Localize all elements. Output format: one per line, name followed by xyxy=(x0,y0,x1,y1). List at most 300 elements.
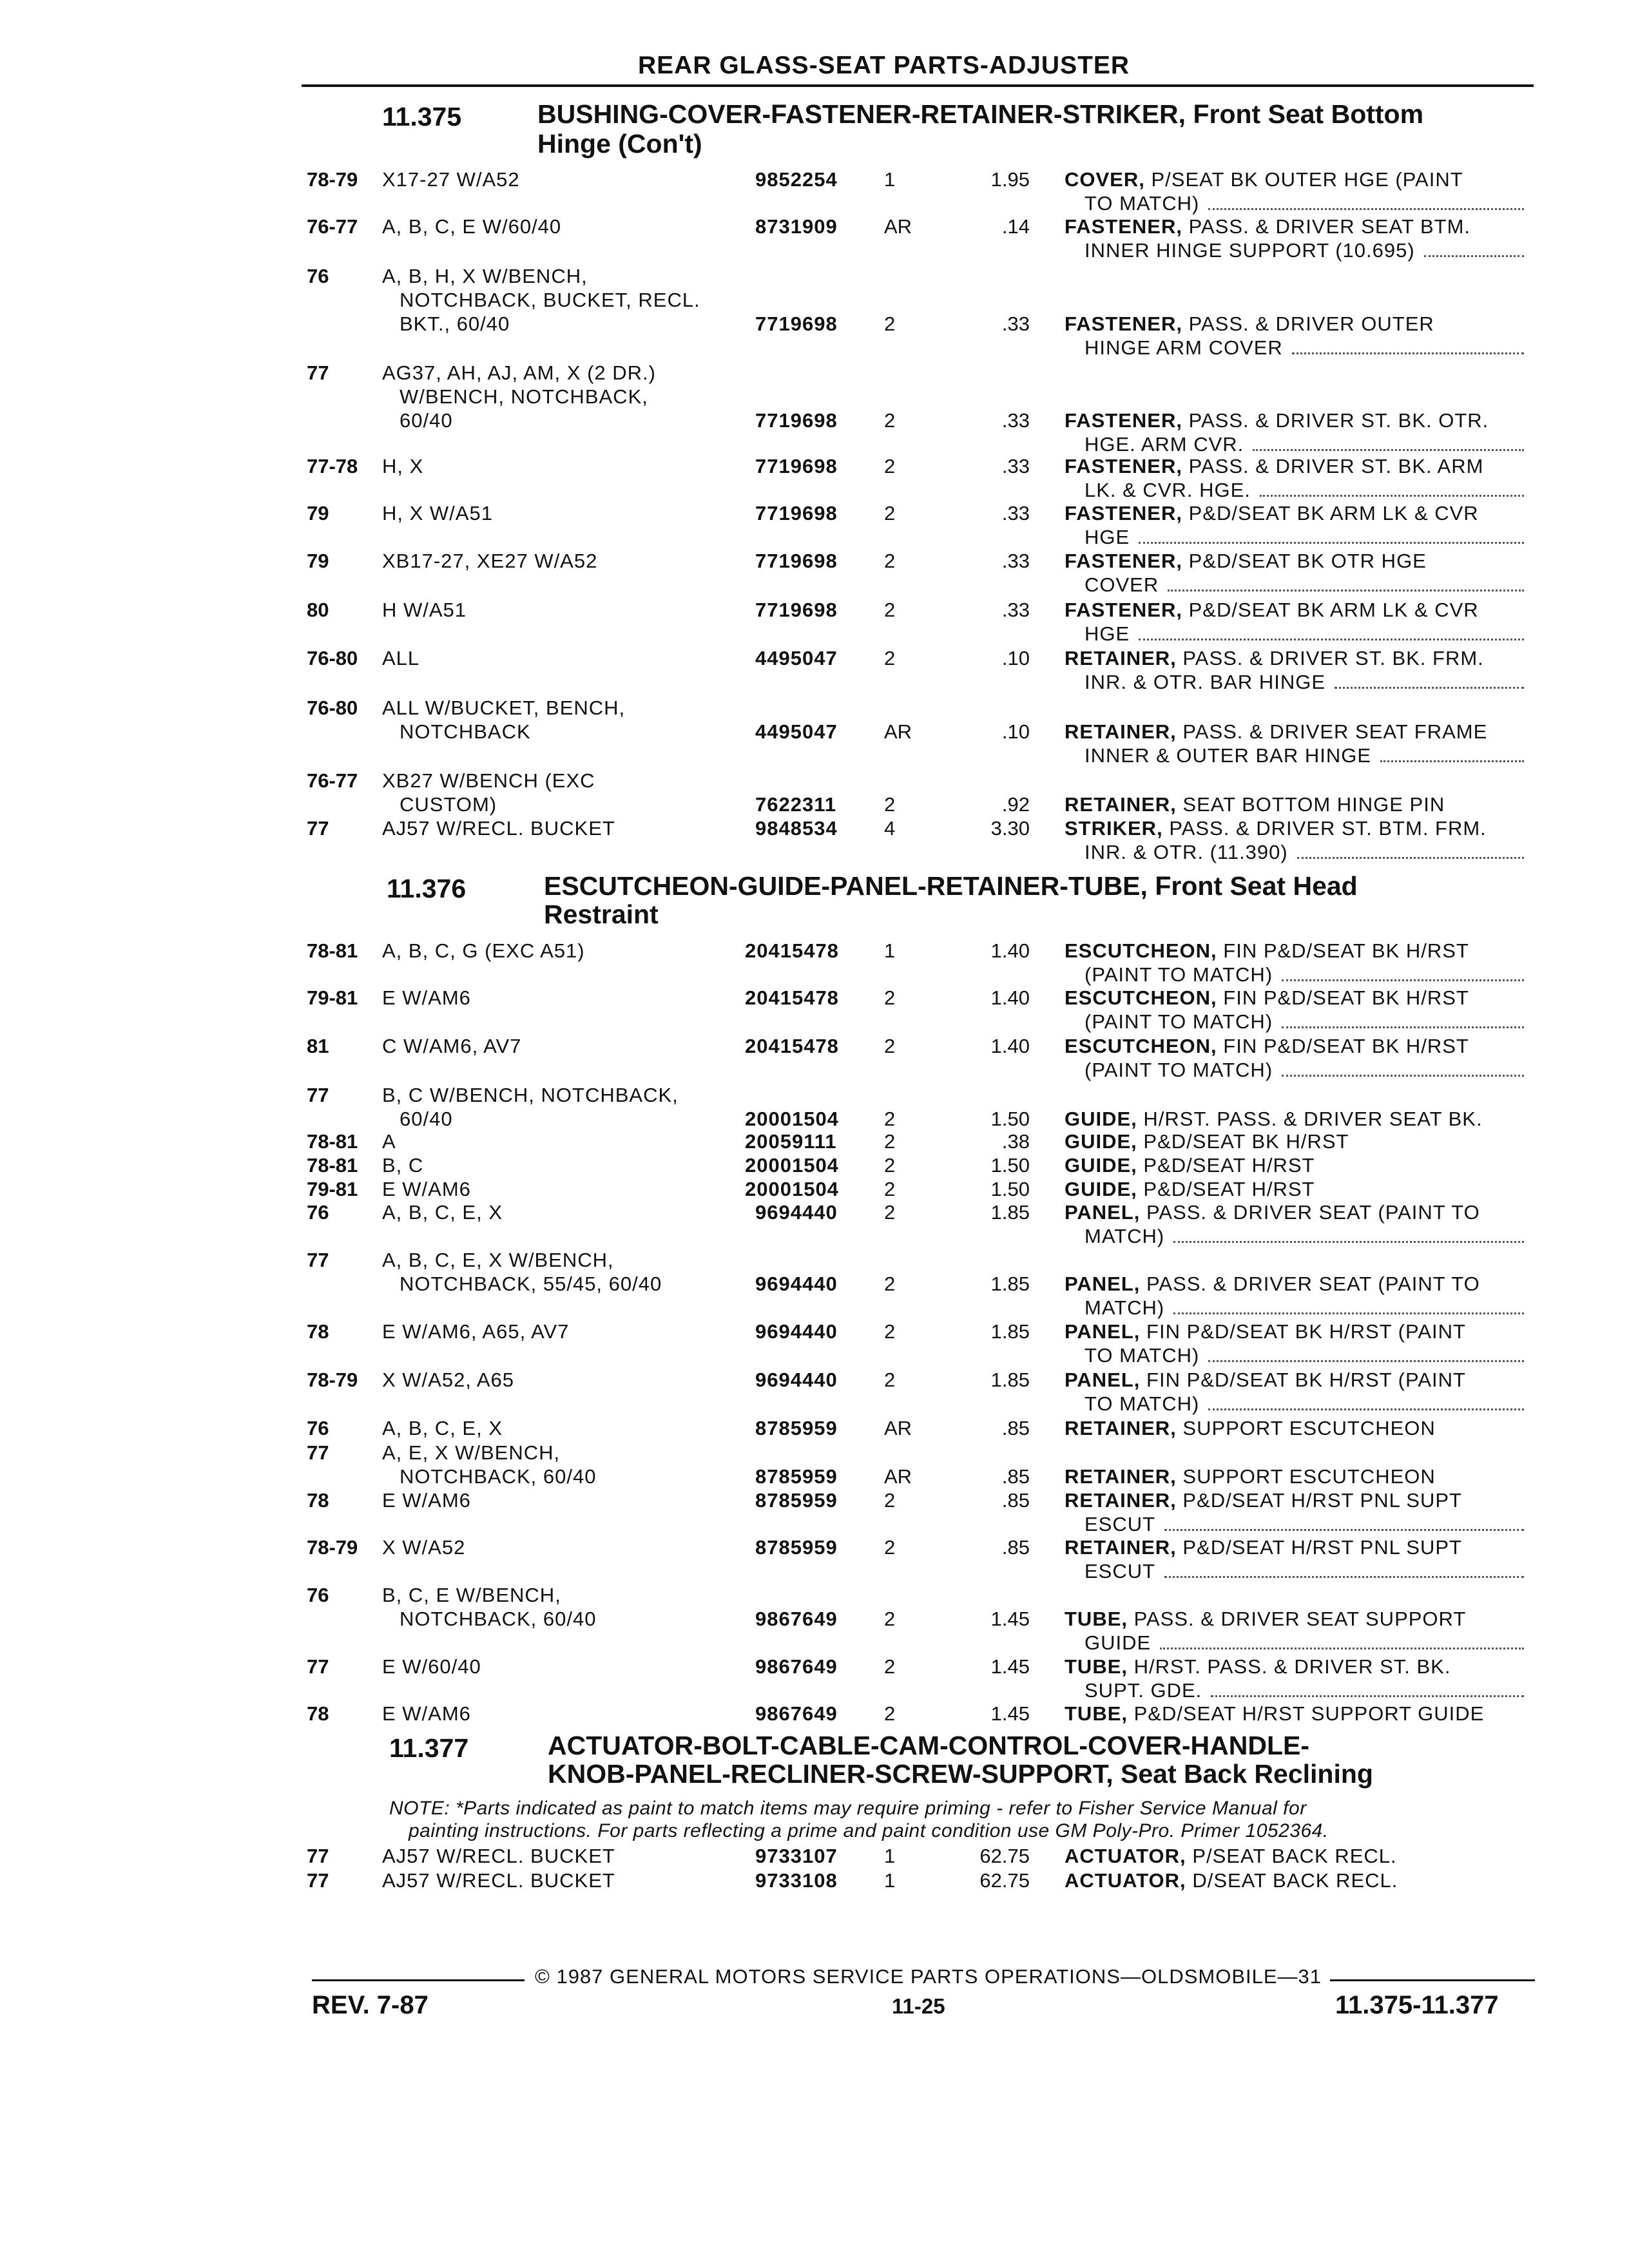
part-description-text: SEAT BOTTOM HINGE PIN xyxy=(1182,793,1445,816)
leader-dots xyxy=(1164,1576,1524,1578)
part-name: RETAINER, xyxy=(1065,1536,1177,1559)
model-application-cont: NOTCHBACK, 55/45, 60/40 xyxy=(400,1273,662,1295)
model-application: H W/A51 xyxy=(382,599,467,621)
footer-rule-right xyxy=(1330,1979,1535,1981)
part-number: 8785959 xyxy=(755,1536,838,1559)
model-year: 77 xyxy=(307,361,329,384)
footer-section-range: 11.375-11.377 xyxy=(1335,1991,1499,2019)
model-year: 78-81 xyxy=(307,939,358,962)
leader-dots xyxy=(1139,542,1524,544)
price: .33 xyxy=(1001,502,1030,524)
model-application: A, B, C, E, X xyxy=(382,1201,503,1224)
part-description-text: PASS. & DRIVER ST. BTM. FRM. xyxy=(1169,817,1487,840)
model-application: H, X W/A51 xyxy=(382,502,493,524)
part-description-cont: INR. & OTR. (11.390) xyxy=(1084,841,1288,863)
part-number: 20001504 xyxy=(745,1108,839,1130)
model-application: AJ57 W/RECL. BUCKET xyxy=(382,1869,615,1892)
part-name: FASTENER, xyxy=(1065,502,1182,524)
part-description-text: PASS. & DRIVER ST. BK. FRM. xyxy=(1182,647,1484,669)
section-title xyxy=(537,99,1424,129)
part-description xyxy=(1065,549,1427,573)
model-application: X W/A52 xyxy=(382,1536,466,1559)
leader-dots xyxy=(1424,255,1524,257)
part-description-text: P&D/SEAT H/RST PNL SUPT xyxy=(1182,1536,1462,1559)
section-number: 11.375 xyxy=(382,102,462,131)
footer-revision: REV. 7-87 xyxy=(312,1991,429,2019)
quantity: 2 xyxy=(884,1655,896,1678)
part-number: 8785959 xyxy=(755,1465,838,1488)
section-note: NOTE: *Parts indicated as paint to match items may require priming - refer to Fisher Service Manual for xyxy=(389,1798,1307,1819)
part-description xyxy=(1065,939,1469,963)
part-description-cont: HGE xyxy=(1084,622,1130,645)
section-title-line2: KNOB-PANEL-RECLINER-SCREW-SUPPORT, Seat Back Reclining xyxy=(548,1759,1373,1789)
part-number: 9694440 xyxy=(755,1320,838,1343)
part-description xyxy=(1065,215,1470,238)
part-detail-row xyxy=(0,1869,1629,1894)
model-application-cont: NOTCHBACK, BUCKET, RECL. xyxy=(400,289,700,311)
price: .33 xyxy=(1001,409,1030,432)
part-number: 7719698 xyxy=(755,312,838,335)
quantity: AR xyxy=(884,215,912,238)
section-title-line2: Hinge (Con't) xyxy=(537,129,702,159)
part-name: COVER, xyxy=(1065,168,1145,191)
price: 1.40 xyxy=(990,986,1030,1009)
part-name: PANEL, xyxy=(1065,1320,1141,1343)
part-name: GUIDE, xyxy=(1065,1108,1137,1130)
part-name: ACTUATOR, xyxy=(1065,1845,1186,1867)
part-description xyxy=(1065,598,1479,622)
quantity: 2 xyxy=(884,1320,896,1343)
part-detail-row xyxy=(0,454,1629,480)
model-application: E W/AM6 xyxy=(382,986,471,1009)
part-detail-row xyxy=(0,1272,1629,1298)
part-description xyxy=(1065,816,1487,840)
leader-dots xyxy=(1168,590,1524,591)
part-number: 7719698 xyxy=(755,502,838,524)
quantity: 2 xyxy=(884,1536,896,1559)
part-name: RETAINER, xyxy=(1065,793,1177,816)
part-name: ESCUTCHEON, xyxy=(1065,939,1217,962)
quantity: 1 xyxy=(884,939,896,962)
part-description-text: PASS. & DRIVER SEAT (PAINT TO xyxy=(1146,1273,1480,1295)
quantity: 2 xyxy=(884,1108,896,1130)
part-number: 9867649 xyxy=(755,1608,838,1630)
description-continuation xyxy=(0,1296,1629,1321)
model-application-cont: NOTCHBACK, 60/40 xyxy=(400,1608,597,1630)
price: 1.85 xyxy=(990,1273,1030,1295)
part-description xyxy=(1065,1844,1397,1868)
part-name: RETAINER, xyxy=(1065,1489,1177,1512)
part-description xyxy=(1065,1177,1315,1201)
part-description-cont: ESCUT xyxy=(1084,1513,1156,1535)
part-description xyxy=(1065,1655,1451,1678)
leader-dots xyxy=(1173,1312,1524,1314)
part-description-text: P/SEAT BACK RECL. xyxy=(1192,1845,1397,1867)
part-description xyxy=(1065,1869,1398,1892)
part-description-cont: (PAINT TO MATCH) xyxy=(1084,1010,1273,1033)
part-name: GUIDE, xyxy=(1065,1154,1137,1177)
part-description-text: PASS. & DRIVER OUTER xyxy=(1188,312,1434,335)
part-description-cont: HINGE ARM COVER xyxy=(1084,336,1283,359)
part-name: TUBE, xyxy=(1065,1655,1128,1678)
part-detail-row xyxy=(0,408,1629,434)
part-name: PANEL, xyxy=(1065,1201,1141,1224)
model-application-cont: W/BENCH, NOTCHBACK, xyxy=(400,385,648,408)
description-continuation xyxy=(0,1559,1629,1585)
model-continuation xyxy=(0,288,1629,314)
part-detail-row xyxy=(0,312,1629,338)
model-year: 78 xyxy=(307,1320,329,1343)
part-name: PANEL, xyxy=(1065,1273,1141,1295)
part-description-cont: COVER xyxy=(1084,573,1159,596)
part-detail-row xyxy=(0,1368,1629,1394)
header-rule xyxy=(302,84,1534,87)
model-year: 78-79 xyxy=(307,168,358,191)
price: .10 xyxy=(1001,720,1030,743)
part-name: FASTENER, xyxy=(1065,599,1182,621)
section-title xyxy=(544,871,1358,901)
price: 1.50 xyxy=(990,1178,1030,1200)
part-description xyxy=(1065,312,1434,336)
part-description-cont: TO MATCH) xyxy=(1084,1392,1200,1415)
part-description-cont: GUIDE xyxy=(1084,1631,1152,1654)
leader-dots xyxy=(1139,639,1524,640)
section-title-rest: Front Seat Head xyxy=(1155,871,1358,901)
model-application: B, C xyxy=(382,1154,424,1177)
part-name: TUBE, xyxy=(1065,1608,1128,1630)
price: 1.45 xyxy=(990,1608,1030,1630)
part-description-text: FIN P&D/SEAT BK H/RST xyxy=(1223,986,1469,1009)
description-continuation xyxy=(0,191,1629,217)
price: 1.85 xyxy=(990,1369,1030,1391)
part-description xyxy=(1065,986,1469,1010)
model-application: E W/AM6 xyxy=(382,1178,471,1200)
part-number: 8785959 xyxy=(755,1417,838,1439)
leader-dots xyxy=(1208,1408,1524,1410)
part-description-cont: INNER HINGE SUPPORT (10.695) xyxy=(1084,239,1415,262)
part-detail-row xyxy=(0,1844,1629,1870)
part-number: 20415478 xyxy=(745,939,839,962)
price: .38 xyxy=(1001,1130,1030,1153)
part-name: FASTENER, xyxy=(1065,409,1182,432)
description-continuation xyxy=(0,478,1629,504)
price: .10 xyxy=(1001,647,1030,669)
model-application: A xyxy=(382,1130,396,1153)
model-application: XB17-27, XE27 W/A52 xyxy=(382,550,598,572)
model-year: 81 xyxy=(307,1035,329,1057)
part-description-text: H/RST. PASS. & DRIVER SEAT BK. xyxy=(1143,1108,1483,1130)
model-year: 78-81 xyxy=(307,1154,358,1177)
part-description xyxy=(1065,1416,1436,1440)
part-description xyxy=(1065,454,1483,478)
model-application: A, B, C, E W/60/40 xyxy=(382,215,562,238)
quantity: 2 xyxy=(884,1154,896,1177)
price: 1.45 xyxy=(990,1655,1030,1678)
description-continuation xyxy=(0,1058,1629,1084)
leader-dots xyxy=(1211,1695,1524,1697)
quantity: 2 xyxy=(884,312,896,335)
model-application: E W/AM6, A65, AV7 xyxy=(382,1320,570,1343)
part-detail-row xyxy=(0,1488,1629,1514)
description-continuation xyxy=(0,1678,1629,1704)
part-name: FASTENER, xyxy=(1065,550,1182,572)
part-description-cont: SUPT. GDE. xyxy=(1084,1679,1202,1702)
model-application: AJ57 W/RECL. BUCKET xyxy=(382,1845,615,1867)
part-description-cont: INNER & OUTER BAR HINGE xyxy=(1084,744,1371,767)
part-number: 9867649 xyxy=(755,1702,838,1725)
model-year: 78-79 xyxy=(307,1369,358,1391)
price: .33 xyxy=(1001,455,1030,477)
model-year: 76 xyxy=(307,1584,329,1606)
model-year: 77-78 xyxy=(307,455,358,477)
part-description-text: FIN P&D/SEAT BK H/RST xyxy=(1223,939,1469,962)
price: 1.50 xyxy=(990,1108,1030,1130)
part-detail-row xyxy=(0,1320,1629,1345)
quantity: 2 xyxy=(884,1489,896,1512)
part-description-text: P&D/SEAT BK H/RST xyxy=(1143,1130,1349,1153)
part-description-text: PASS. & DRIVER ST. BK. ARM xyxy=(1188,455,1484,477)
quantity: 2 xyxy=(884,1273,896,1295)
part-row xyxy=(0,1248,1629,1274)
model-application: ALL W/BUCKET, BENCH, xyxy=(382,697,626,719)
model-year: 77 xyxy=(307,1655,329,1678)
part-detail-row xyxy=(0,720,1629,745)
model-year: 77 xyxy=(307,1084,329,1106)
model-year: 77 xyxy=(307,1845,329,1867)
model-application-cont: 60/40 xyxy=(400,1108,453,1130)
price: 1.40 xyxy=(990,1035,1030,1057)
quantity: AR xyxy=(884,1417,912,1439)
model-application: X W/A52, A65 xyxy=(382,1369,514,1391)
part-row xyxy=(0,361,1629,387)
quantity: 2 xyxy=(884,550,896,572)
description-continuation xyxy=(0,1512,1629,1538)
model-application: ALL xyxy=(382,647,420,669)
part-name: GUIDE, xyxy=(1065,1178,1137,1200)
model-year: 77 xyxy=(307,1249,329,1271)
quantity: 2 xyxy=(884,1608,896,1630)
model-application: A, B, C, E, X W/BENCH, xyxy=(382,1249,614,1271)
model-year: 76-80 xyxy=(307,697,358,719)
model-year: 79-81 xyxy=(307,1178,358,1200)
price: .33 xyxy=(1001,550,1030,572)
part-detail-row xyxy=(0,646,1629,672)
part-name: ESCUTCHEON, xyxy=(1065,1035,1217,1057)
part-number: 9733108 xyxy=(755,1869,838,1892)
leader-dots xyxy=(1292,352,1524,354)
part-name: RETAINER, xyxy=(1065,647,1177,669)
part-description-cont: INR. & OTR. BAR HINGE xyxy=(1084,671,1326,693)
part-description-cont: LK. & CVR. HGE. xyxy=(1084,479,1251,501)
part-number: 7622311 xyxy=(755,793,836,816)
part-description xyxy=(1065,1107,1483,1131)
leader-dots xyxy=(1297,857,1524,859)
part-detail-row xyxy=(0,1107,1629,1133)
part-description-cont: (PAINT TO MATCH) xyxy=(1084,1059,1273,1081)
part-description-cont: ESCUT xyxy=(1084,1560,1156,1582)
footer-rule-left xyxy=(312,1979,525,1981)
description-continuation xyxy=(0,1392,1629,1418)
part-number: 8731909 xyxy=(755,215,838,238)
part-description xyxy=(1065,1702,1484,1725)
price: .85 xyxy=(1001,1489,1030,1512)
section-number: 11.377 xyxy=(389,1733,469,1763)
part-detail-row xyxy=(0,501,1629,527)
model-year: 78 xyxy=(307,1489,329,1512)
price: 1.50 xyxy=(990,1154,1030,1177)
part-description xyxy=(1065,1129,1349,1153)
quantity: 2 xyxy=(884,986,896,1009)
part-description-text: PASS. & DRIVER SEAT SUPPORT xyxy=(1133,1608,1467,1630)
section-title xyxy=(548,1733,1309,1758)
price: .33 xyxy=(1001,312,1030,335)
leader-dots xyxy=(1282,979,1524,981)
part-description xyxy=(1065,793,1445,816)
part-number: 7719698 xyxy=(755,599,838,621)
price: 1.85 xyxy=(990,1201,1030,1224)
price: .85 xyxy=(1001,1536,1030,1559)
model-year: 79 xyxy=(307,502,329,524)
part-number: 9848534 xyxy=(755,817,838,840)
description-continuation xyxy=(0,336,1629,361)
part-detail-row xyxy=(0,1465,1629,1490)
part-description-text: PASS. & DRIVER SEAT FRAME xyxy=(1182,720,1488,743)
part-name: RETAINER, xyxy=(1065,1417,1177,1439)
leader-dots xyxy=(1208,208,1524,210)
part-description-text: P&D/SEAT BK ARM LK & CVR xyxy=(1188,502,1479,524)
model-application-cont: NOTCHBACK, 60/40 xyxy=(400,1465,597,1488)
price: .85 xyxy=(1001,1417,1030,1439)
part-name: GUIDE, xyxy=(1065,1130,1137,1153)
model-year: 76-77 xyxy=(307,769,358,792)
part-description xyxy=(1065,168,1463,191)
model-application: B, C, E W/BENCH, xyxy=(382,1584,561,1606)
part-number: 7719698 xyxy=(755,409,838,432)
model-application-cont: NOTCHBACK xyxy=(400,720,531,743)
part-row xyxy=(0,1583,1629,1609)
price: 62.75 xyxy=(979,1845,1030,1867)
part-detail-row xyxy=(0,1200,1629,1226)
part-description-text: P&D/SEAT BK ARM LK & CVR xyxy=(1188,599,1479,621)
page-header-title: REAR GLASS-SEAT PARTS-ADJUSTER xyxy=(638,52,1130,79)
part-description xyxy=(1065,1607,1466,1631)
part-description-text: FIN P&D/SEAT BK H/RST (PAINT xyxy=(1146,1320,1466,1343)
model-application-cont: 60/40 xyxy=(400,409,453,432)
part-description-text: PASS. & DRIVER ST. BK. OTR. xyxy=(1188,409,1489,432)
description-continuation xyxy=(0,525,1629,551)
part-description-text: D/SEAT BACK RECL. xyxy=(1192,1869,1398,1892)
part-name: RETAINER, xyxy=(1065,720,1177,743)
model-application: A, B, C, E, X xyxy=(382,1417,503,1439)
model-year: 76 xyxy=(307,1201,329,1224)
quantity: 2 xyxy=(884,1369,896,1391)
section-title-main: ESCUTCHEON-GUIDE-PANEL-RETAINER-TUBE, xyxy=(544,871,1148,901)
description-continuation xyxy=(0,1343,1629,1369)
part-number: 20415478 xyxy=(745,1035,839,1057)
part-name: ESCUTCHEON, xyxy=(1065,986,1217,1009)
part-number: 7719698 xyxy=(755,550,838,572)
model-application: E W/AM6 xyxy=(382,1702,471,1725)
part-description-text: P&D/SEAT H/RST xyxy=(1143,1178,1315,1200)
part-description-cont: MATCH) xyxy=(1084,1296,1165,1319)
part-number: 8785959 xyxy=(755,1489,838,1512)
model-year: 76 xyxy=(307,265,329,287)
part-description-text: SUPPORT ESCUTCHEON xyxy=(1182,1465,1436,1488)
price: .92 xyxy=(1001,793,1030,816)
quantity: 2 xyxy=(884,502,896,524)
description-continuation xyxy=(0,1224,1629,1250)
part-detail-row xyxy=(0,1535,1629,1561)
model-application: XB27 W/BENCH (EXC xyxy=(382,769,595,792)
model-year: 77 xyxy=(307,1869,329,1892)
price: .33 xyxy=(1001,599,1030,621)
model-application: E W/AM6 xyxy=(382,1489,471,1512)
part-row xyxy=(0,1441,1629,1466)
part-detail-row xyxy=(0,1702,1629,1727)
part-description-text: SUPPORT ESCUTCHEON xyxy=(1182,1417,1436,1439)
model-year: 77 xyxy=(307,817,329,840)
model-year: 78-81 xyxy=(307,1130,358,1153)
part-name: RETAINER, xyxy=(1065,1465,1177,1488)
part-description xyxy=(1065,646,1484,670)
model-application-cont: CUSTOM) xyxy=(400,793,497,816)
part-description xyxy=(1065,1320,1466,1343)
part-description-text: P&D/SEAT H/RST SUPPORT GUIDE xyxy=(1133,1702,1485,1725)
price: 1.40 xyxy=(990,939,1030,962)
description-continuation xyxy=(0,1631,1629,1657)
part-description xyxy=(1065,1272,1480,1296)
model-application: AG37, AH, AJ, AM, X (2 DR.) xyxy=(382,361,656,384)
description-continuation xyxy=(0,670,1629,696)
part-number: 20415478 xyxy=(745,986,839,1009)
part-description xyxy=(1065,408,1489,432)
section-title-line2: Restraint xyxy=(544,899,659,929)
quantity: 2 xyxy=(884,1035,896,1057)
part-detail-row xyxy=(0,1607,1629,1633)
part-number: 9694440 xyxy=(755,1369,838,1391)
model-application: AJ57 W/RECL. BUCKET xyxy=(382,817,615,840)
leader-dots xyxy=(1335,687,1524,689)
part-description-text: H/RST. PASS. & DRIVER ST. BK. xyxy=(1133,1655,1451,1678)
part-description-text: P&D/SEAT BK OTR HGE xyxy=(1188,550,1427,572)
price: 1.45 xyxy=(990,1702,1030,1725)
part-detail-row xyxy=(0,1416,1629,1442)
part-number: 9733107 xyxy=(755,1845,838,1867)
part-detail-row xyxy=(0,1034,1629,1060)
part-name: FASTENER, xyxy=(1065,455,1182,477)
model-year: 78-79 xyxy=(307,1536,358,1559)
part-description-cont: TO MATCH) xyxy=(1084,1344,1200,1367)
quantity: 2 xyxy=(884,1178,896,1200)
quantity: 2 xyxy=(884,1702,896,1725)
model-year: 77 xyxy=(307,1441,329,1464)
quantity: 2 xyxy=(884,455,896,477)
model-year: 80 xyxy=(307,599,329,621)
part-description xyxy=(1065,1488,1462,1512)
section-number: 11.376 xyxy=(387,874,467,903)
part-description-cont: HGE xyxy=(1084,526,1130,548)
section-title-rest: Front Seat Bottom xyxy=(1193,99,1424,129)
quantity: 2 xyxy=(884,409,896,432)
footer-page-number: 11-25 xyxy=(892,1994,945,2018)
part-description xyxy=(1065,1535,1462,1559)
part-description xyxy=(1065,720,1487,744)
part-detail-row xyxy=(0,793,1629,818)
model-year: 76-80 xyxy=(307,647,358,669)
quantity: 1 xyxy=(884,168,896,191)
part-description xyxy=(1065,1200,1480,1224)
part-number: 9852254 xyxy=(755,168,838,191)
